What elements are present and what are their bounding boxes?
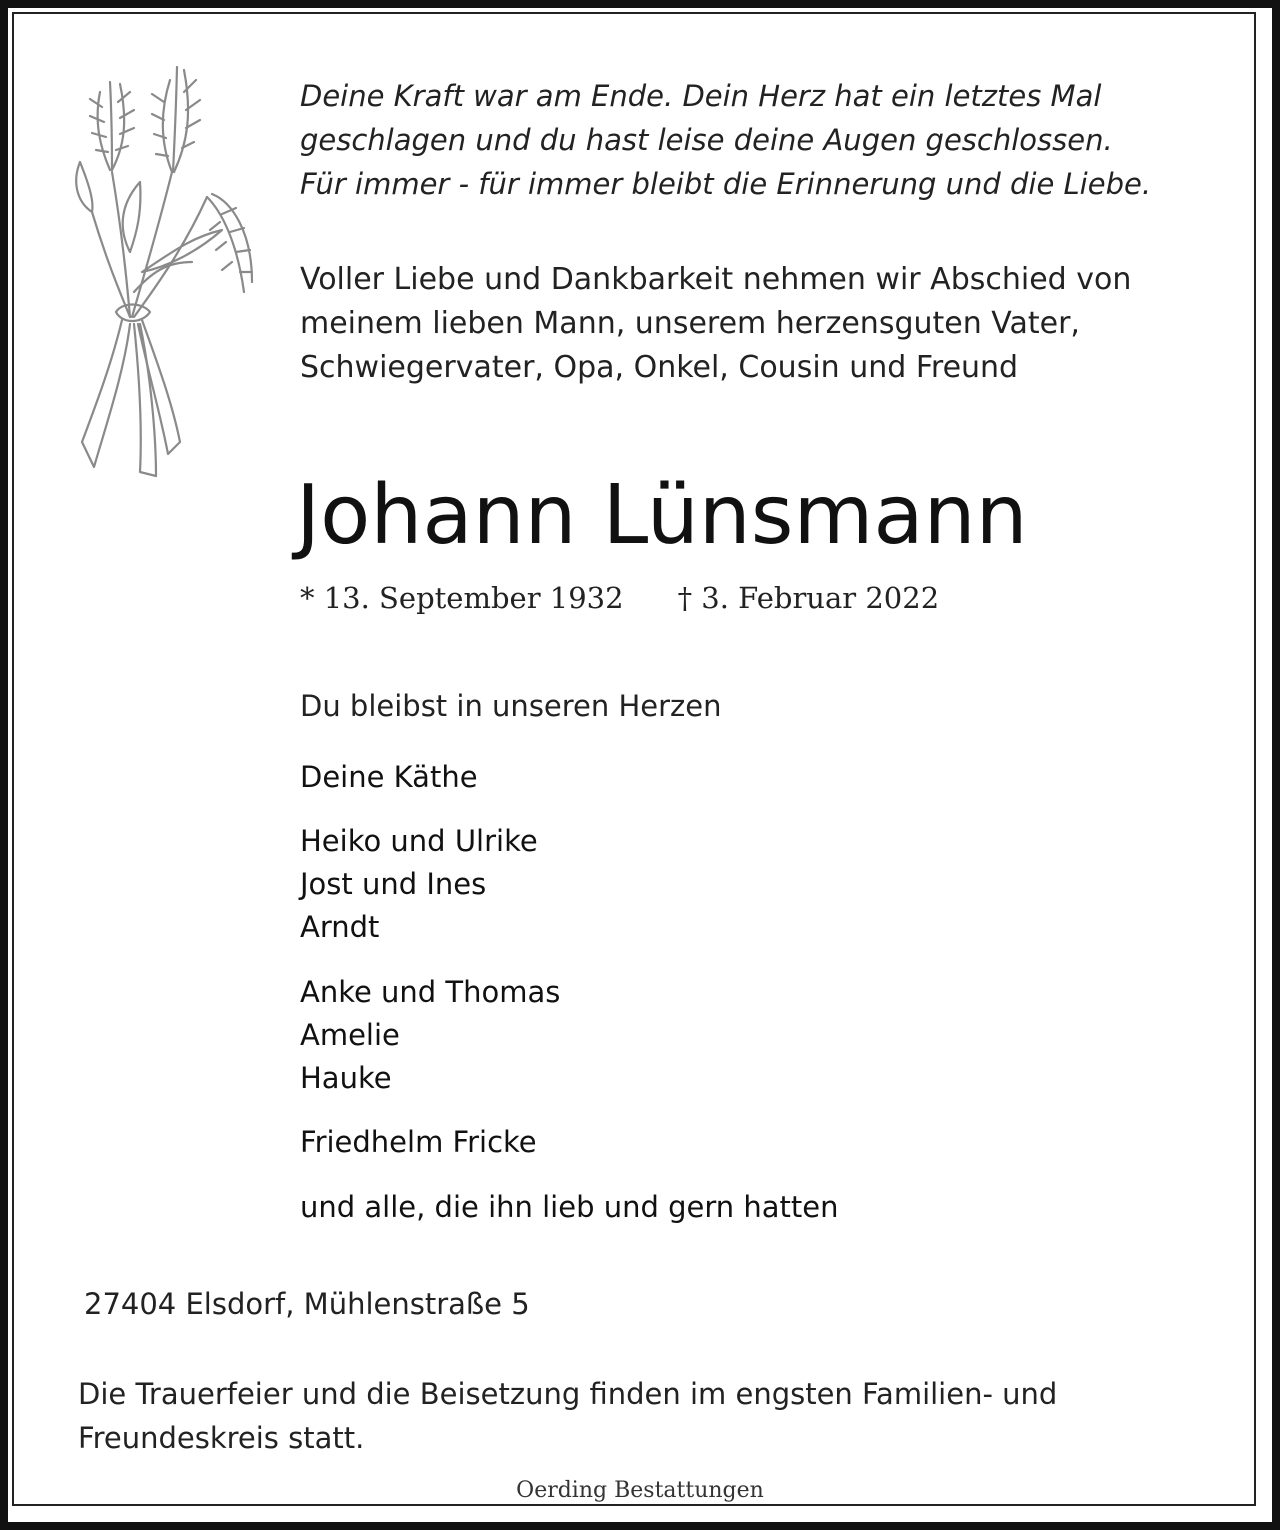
signature-line: Arndt — [300, 910, 380, 944]
birth-date: * 13. September 1932 — [300, 581, 624, 615]
intro-line: Schwiegervater, Opa, Onkel, Cousin und Freund — [300, 350, 1019, 385]
signature-group — [300, 820, 538, 949]
intro-line: meinem lieben Mann, unserem herzensguten Vater, — [300, 306, 1080, 341]
signature-group — [300, 1121, 537, 1164]
life-dates — [300, 578, 939, 618]
verse-line: Deine Kraft war am Ende. Dein Herz hat ein letztes Mal — [300, 79, 1102, 113]
signature-line: Anke und Thomas — [300, 975, 561, 1009]
signature-line: Friedhelm Fricke — [300, 1125, 537, 1159]
deceased-name: Johann Lünsmann — [296, 468, 1028, 563]
signature-line: Deine Käthe — [300, 760, 478, 794]
notice-line: Freundeskreis statt. — [78, 1421, 365, 1455]
wheat-bundle-icon — [72, 62, 256, 482]
verse-line: Für immer - für immer bleibt die Erinnerung und die Liebe. — [300, 167, 1152, 201]
notice-line: Die Trauerfeier und die Beisetzung finden im engsten Familien- und — [78, 1377, 1058, 1411]
verse — [300, 74, 1151, 206]
signature-line: und alle, die ihn lieb und gern hatten — [300, 1190, 839, 1224]
signature-line: Jost und Ines — [300, 867, 487, 901]
signature-group — [300, 756, 478, 799]
intro-line: Voller Liebe und Dankbarkeit nehmen wir Abschied von — [300, 262, 1132, 297]
funeral-notice — [78, 1372, 1057, 1460]
address: 27404 Elsdorf, Mühlenstraße 5 — [84, 1287, 530, 1321]
signature-group — [300, 1186, 838, 1229]
remembrance-line: Du bleibst in unseren Herzen — [300, 689, 722, 723]
verse-line: geschlagen und du hast leise deine Augen geschlossen. — [300, 123, 1113, 157]
signature-group — [300, 971, 560, 1100]
signature-line: Amelie — [300, 1018, 400, 1052]
undertaker-credit: Oerding Bestattungen — [516, 1478, 764, 1503]
signature-line: Hauke — [300, 1061, 392, 1095]
intro-text — [300, 258, 1131, 390]
signature-line: Heiko und Ulrike — [300, 824, 538, 858]
death-date: † 3. Februar 2022 — [677, 581, 940, 615]
